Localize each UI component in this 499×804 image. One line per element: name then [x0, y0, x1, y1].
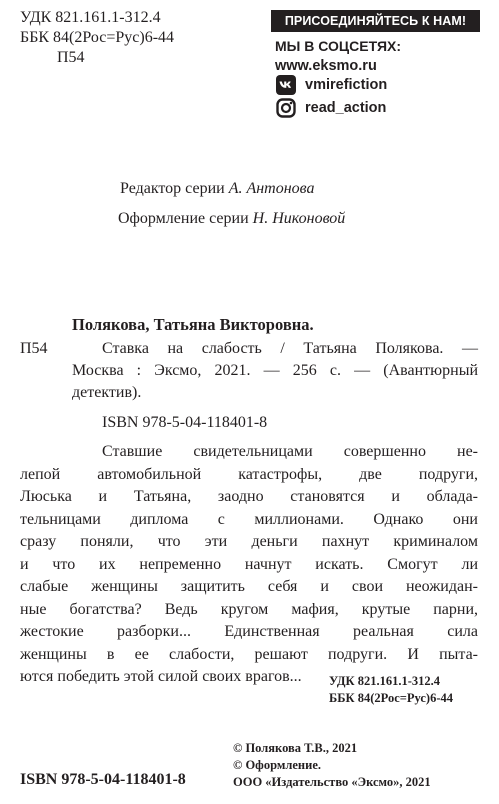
series-design-label: Оформление серии: [118, 210, 249, 227]
bbk-code: ББК 84(2Рос=Рус)6-44: [20, 29, 175, 46]
author-mark-code: П54: [57, 49, 85, 66]
annotation-line: женщины в ее слабости, решают подруги. И пыта-: [20, 645, 478, 663]
bottom-bbk-code: ББК 84(2Рос=Рус)6-44: [329, 691, 453, 705]
copyright-design: © Оформление.: [233, 758, 322, 772]
vk-link[interactable]: vmirefiction: [305, 77, 388, 93]
series-design-name: Н. Никоновой: [252, 210, 346, 227]
bib-author: Полякова, Татьяна Викторовна.: [72, 315, 314, 334]
footer-isbn: ISBN 978-5-04-118401-8: [20, 771, 186, 788]
social-heading: МЫ В СОЦСЕТЯХ:: [275, 38, 402, 54]
annotation-line: Ставшие свидетельницами совершенно не-: [102, 443, 478, 460]
annotation-line: Люська и Татьяна, заодно становятся и облада-: [20, 488, 478, 505]
website-link[interactable]: www.eksmo.ru: [275, 58, 377, 74]
annotation-line: слабые женщины защитить себя и свои неожидан-: [20, 578, 478, 595]
bottom-udk-code: УДК 821.161.1-312.4: [329, 674, 440, 688]
vk-icon[interactable]: [276, 75, 296, 95]
series-editor: [120, 179, 315, 199]
udk-code: УДК 821.161.1-312.4: [20, 9, 161, 26]
copyright-author: © Полякова Т.В., 2021: [233, 741, 358, 755]
bib-publisher-line: Москва : Эксмо, 2021. — 256 с. — (Авантюрный: [72, 362, 478, 379]
series-design: [118, 209, 345, 229]
annotation-line: лепой автомобильной катастрофы, две подруги,: [20, 465, 478, 483]
bib-code: П54: [20, 340, 48, 357]
annotation-line: тельницами диплома с миллионами. Однако они: [20, 510, 478, 528]
copyright-publisher: ООО «Издательство «Эксмо», 2021: [233, 775, 431, 789]
instagram-icon[interactable]: [276, 98, 296, 118]
series-editor-name: А. Антонова: [228, 180, 315, 197]
instagram-link[interactable]: read_action: [305, 100, 387, 116]
join-us-banner: ПРИСОЕДИНЯЙТЕСЬ К НАМ!: [271, 10, 480, 32]
annotation-line: ные богатства? Ведь кругом мафия, крутые парни,: [20, 600, 478, 618]
annotation-line: сразу поняли, что эти деньги пахнут криминалом: [20, 533, 478, 550]
bib-isbn: ISBN 978-5-04-118401-8: [102, 414, 268, 431]
annotation-line: и что их непременно начнут искать. Смогут ли: [20, 555, 478, 573]
series-editor-label: Редактор серии: [120, 180, 225, 197]
annotation: [20, 441, 478, 689]
annotation-line: ются победить этой силой своих врагов...: [20, 668, 302, 685]
bib-title-line: Ставка на слабость / Татьяна Полякова. —: [102, 340, 478, 357]
bib-series-line: детектив).: [72, 384, 142, 401]
annotation-line: жестокие разборки... Единственная реальная сила: [20, 623, 478, 640]
